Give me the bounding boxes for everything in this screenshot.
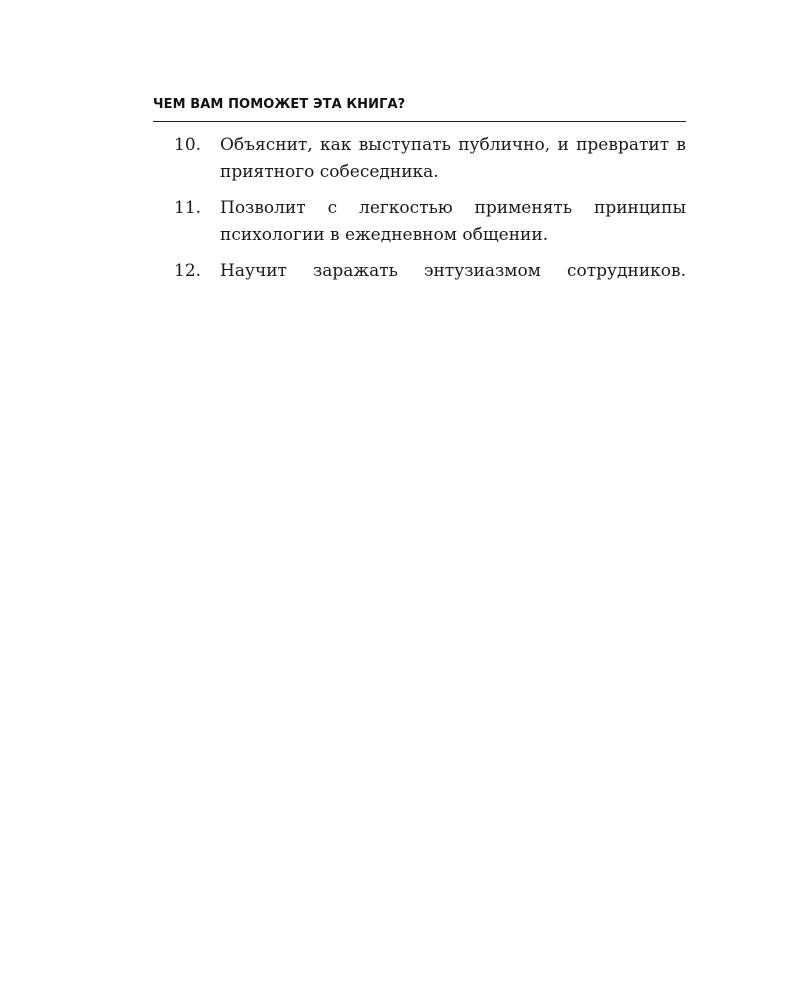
list-item bbox=[153, 195, 686, 249]
list-item bbox=[153, 132, 686, 186]
benefits-list bbox=[153, 132, 686, 294]
list-item-text: Позволит с легкостью применять принципы психологии в ежедневном общении. bbox=[220, 198, 686, 245]
list-item-text: Объяснит, как выступать публично, и превратит в приятного собеседника. bbox=[220, 135, 686, 182]
list-item bbox=[153, 258, 686, 285]
running-header: ЧЕМ ВАМ ПОМОЖЕТ ЭТА КНИГА? bbox=[153, 97, 406, 112]
list-item-number: 11. bbox=[174, 198, 202, 218]
header-rule bbox=[153, 121, 686, 122]
list-item-text: Научит заражать энтузиазмом сотрудников. bbox=[220, 261, 686, 281]
list-item-number: 10. bbox=[174, 135, 202, 155]
list-item-number: 12. bbox=[174, 261, 202, 281]
